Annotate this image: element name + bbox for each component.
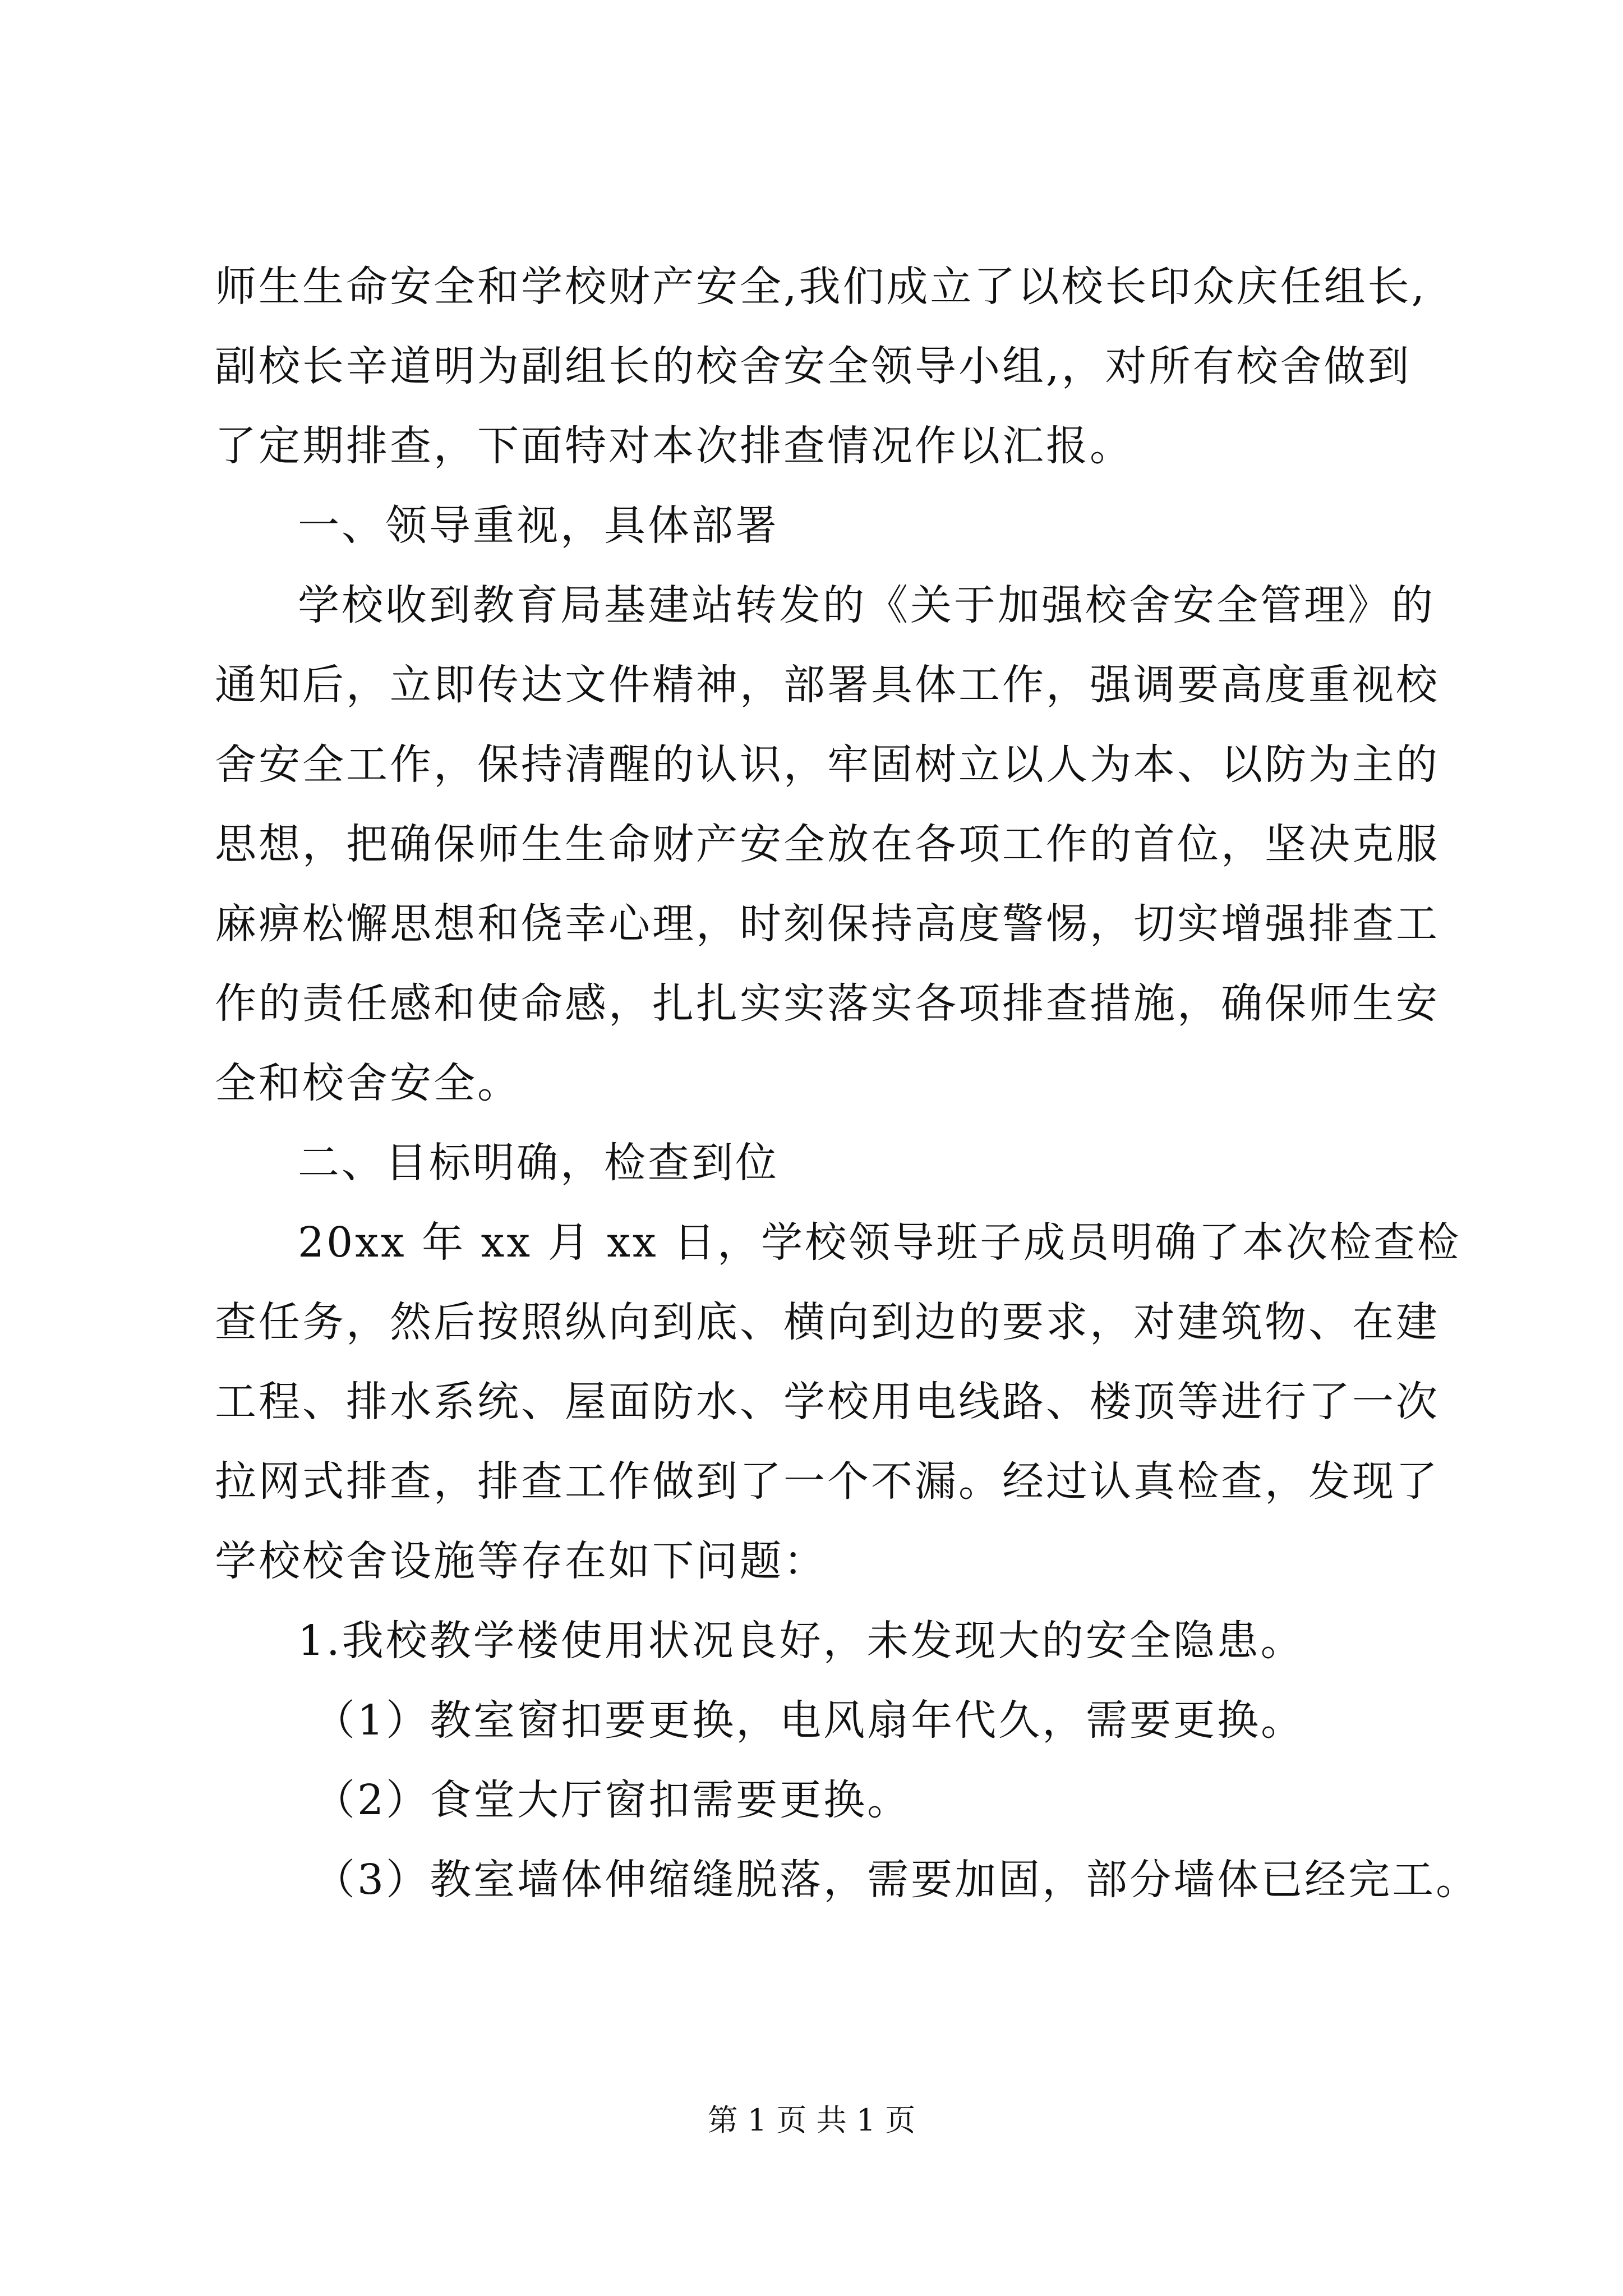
section-heading-1: 一、领导重视，具体部署 (298, 501, 779, 550)
body-line: 作的责任感和使命感，扎扎实实落实各项排查措施，确保师生安 (215, 979, 1440, 1028)
body-line: 通知后，立即传达文件精神，部署具体工作，强调要高度重视校 (215, 661, 1440, 709)
body-line: 20xx 年 xx 月 xx 日，学校领导班子成员明确了本次检查检 (298, 1218, 1461, 1267)
list-item: （3）教室墙体伸缩缝脱落，需要加固，部分墙体已经完工。 (313, 1856, 1480, 1904)
body-line: 麻痹松懈思想和侥幸心理，时刻保持高度警惕，切实增强排查工 (215, 900, 1440, 948)
section-heading-2: 二、目标明确，检查到位 (298, 1139, 779, 1187)
body-line: 学校收到教育局基建站转发的《关于加强校舍安全管理》的 (298, 581, 1435, 629)
body-line: 学校校舍设施等存在如下问题： (215, 1537, 827, 1585)
body-line: 思想，把确保师生生命财产安全放在各项工作的首位，坚决克服 (215, 820, 1440, 868)
body-line: 师生生命安全和学校财产安全,我们成立了以校长印众庆任组长, (215, 263, 1427, 311)
body-line: 查任务，然后按照纵向到底、横向到边的要求，对建筑物、在建 (215, 1298, 1440, 1346)
list-item: 1.我校教学楼使用状况良好，未发现大的安全隐患。 (298, 1617, 1304, 1665)
page-footer: 第 1 页 共 1 页 (707, 2102, 916, 2138)
body-line: 舍安全工作，保持清醒的认识，牢固树立以人为本、以防为主的 (215, 740, 1440, 789)
body-line: 拉网式排查，排查工作做到了一个不漏。经过认真检查，发现了 (215, 1457, 1440, 1506)
list-item: （2）食堂大厅窗扣需要更换。 (313, 1776, 911, 1824)
list-item: （1）教室窗扣要更换，电风扇年代久，需要更换。 (313, 1696, 1305, 1745)
body-line: 全和校舍安全。 (215, 1059, 521, 1107)
body-line: 了定期排查，下面特对本次排查情况作以汇报。 (215, 422, 1133, 470)
body-line: 副校长辛道明为副组长的校舍安全领导小组,，对所有校舍做到 (215, 342, 1412, 390)
document-body (215, 247, 1480, 1920)
body-line: 工程、排水系统、屋面防水、学校用电线路、楼顶等进行了一次 (215, 1378, 1440, 1426)
